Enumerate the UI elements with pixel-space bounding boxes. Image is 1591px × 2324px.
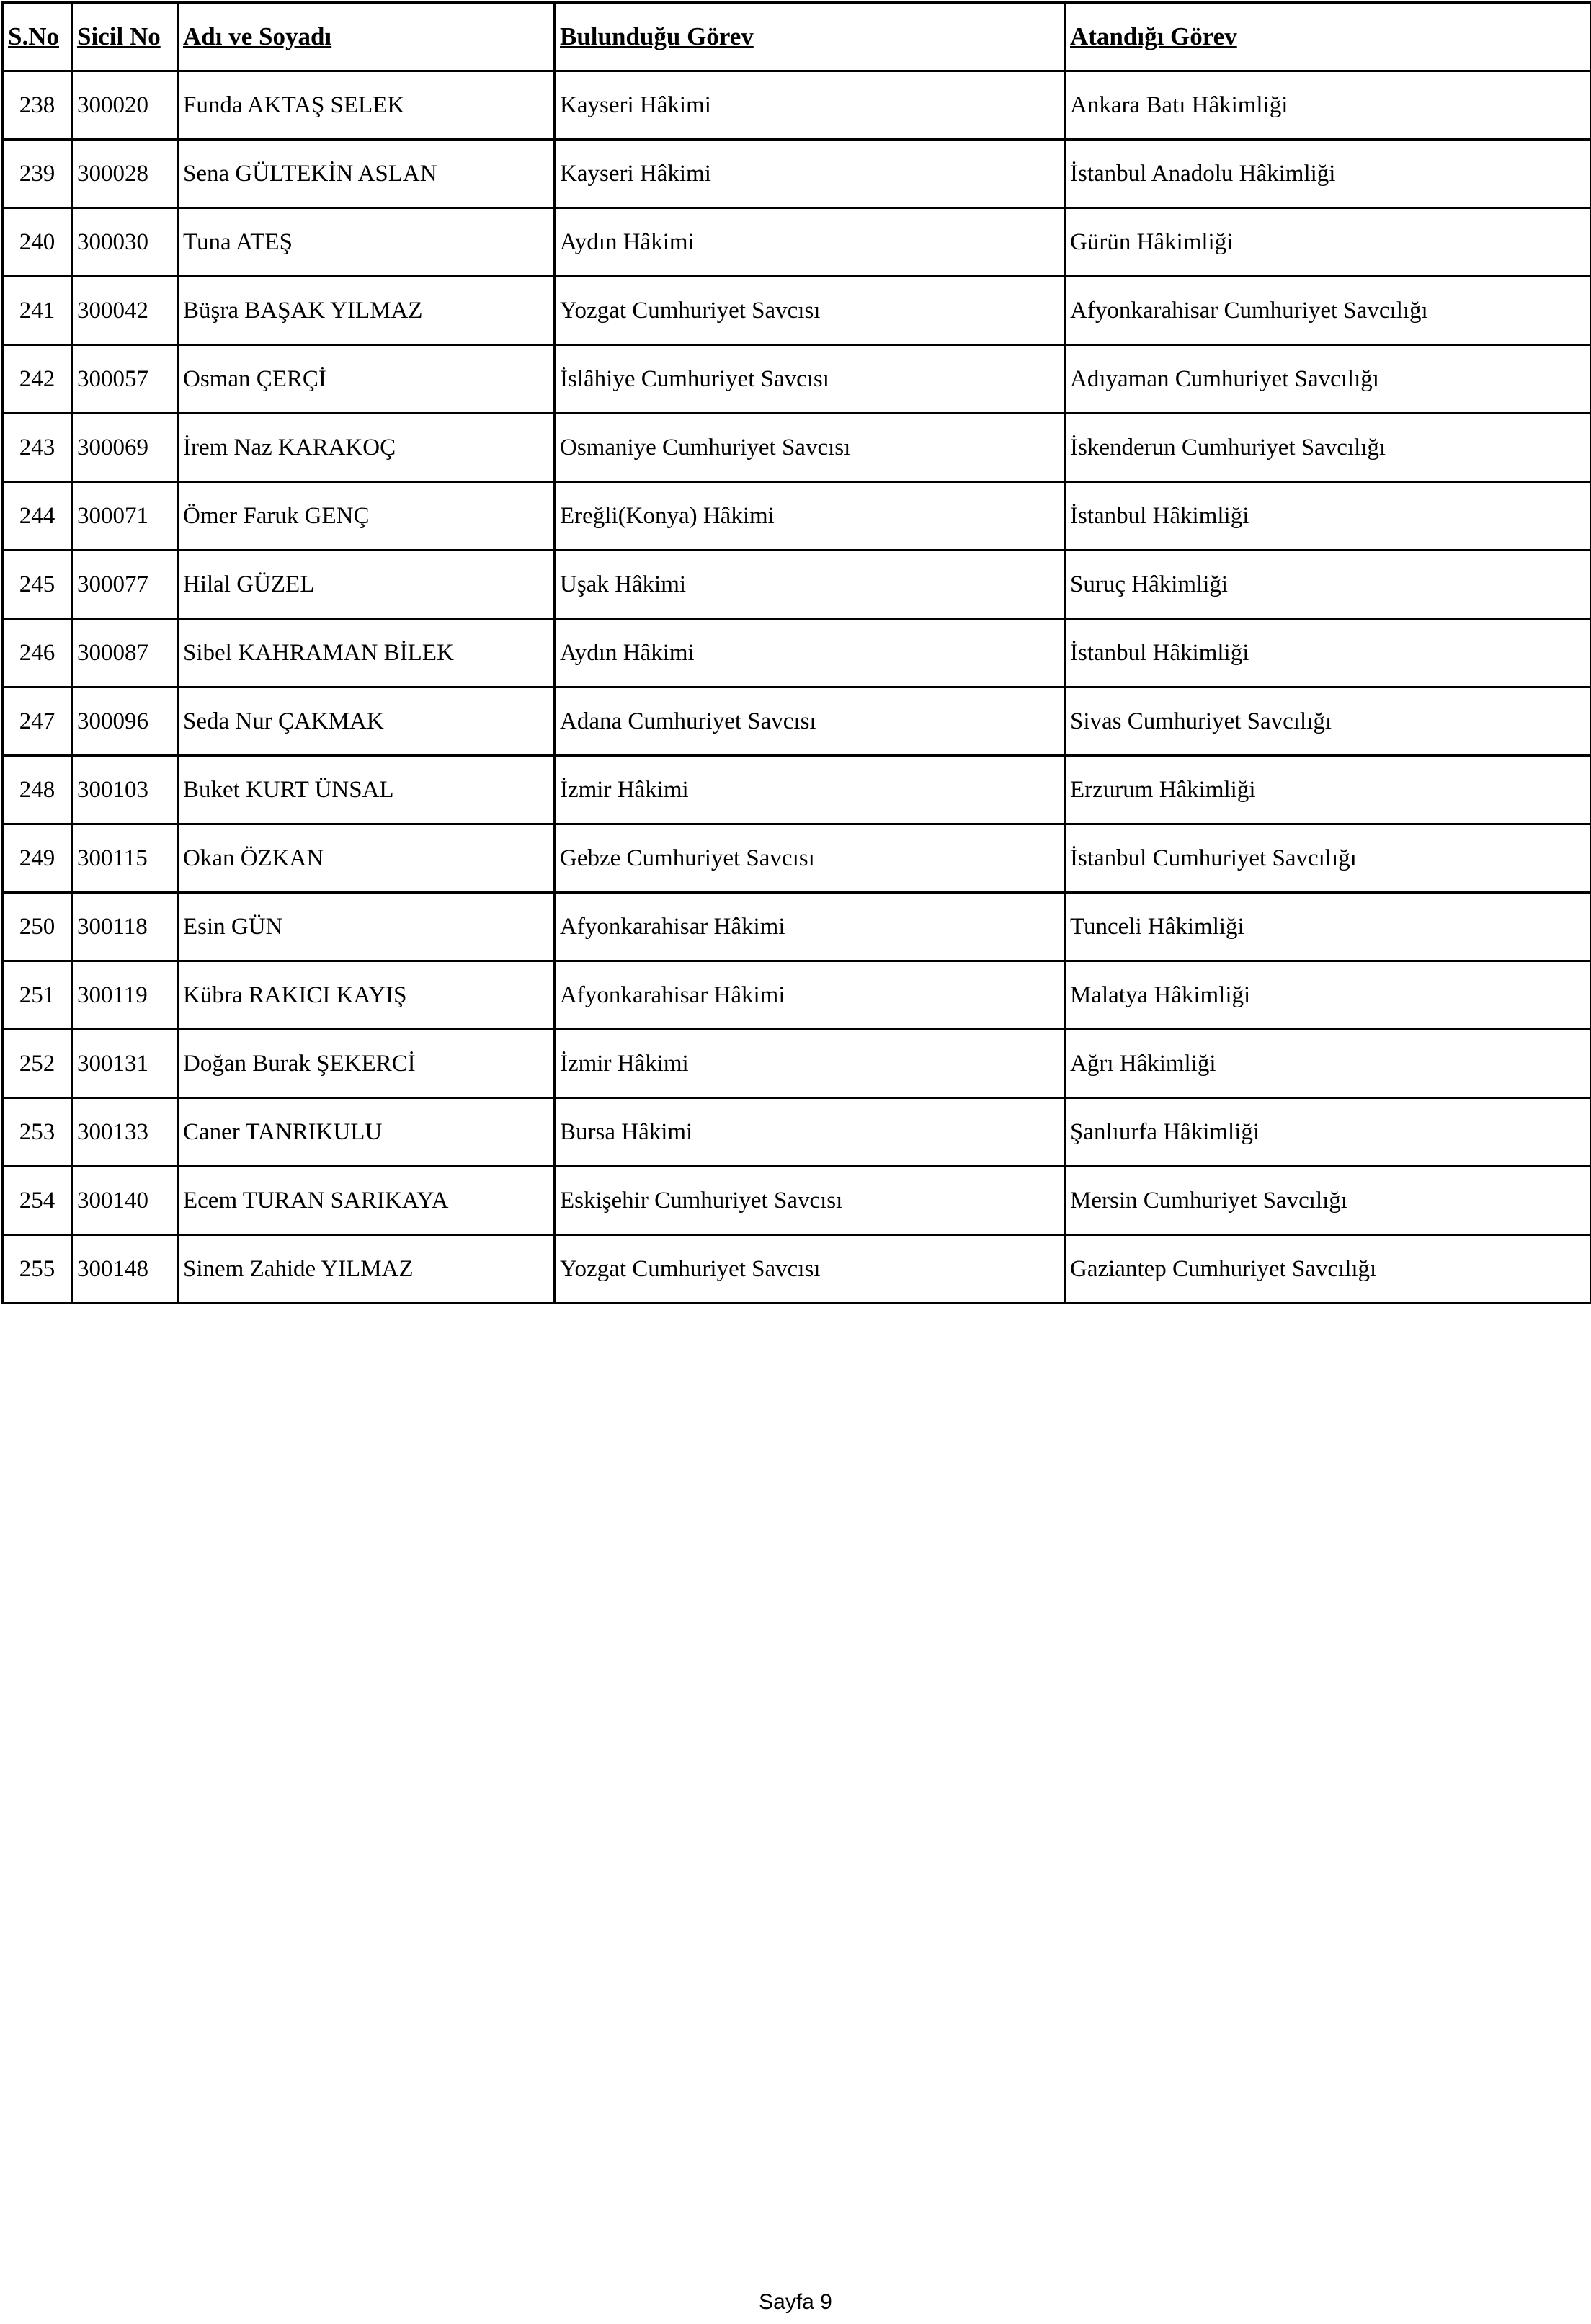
cell-current-duty: Eskişehir Cumhuriyet Savcısı (555, 1167, 1065, 1235)
header-assigned-duty: Atandığı Görev (1065, 3, 1591, 71)
header-name: Adı ve Soyadı (178, 3, 555, 71)
cell-current-duty: Aydın Hâkimi (555, 208, 1065, 277)
cell-current-duty: Osmaniye Cumhuriyet Savcısı (555, 414, 1065, 482)
cell-name: Osman ÇERÇİ (178, 345, 555, 414)
cell-assigned-duty: İstanbul Hâkimliği (1065, 482, 1591, 551)
cell-sicil-no: 300119 (72, 961, 178, 1030)
cell-name: Tuna ATEŞ (178, 208, 555, 277)
cell-sno: 252 (3, 1030, 72, 1098)
cell-name: Hilal GÜZEL (178, 551, 555, 619)
cell-assigned-duty: Gaziantep Cumhuriyet Savcılığı (1065, 1235, 1591, 1304)
table-row (3, 893, 1591, 961)
cell-name: Sibel KAHRAMAN BİLEK (178, 619, 555, 687)
table-row (3, 961, 1591, 1030)
cell-assigned-duty: Malatya Hâkimliği (1065, 961, 1591, 1030)
cell-sno: 244 (3, 482, 72, 551)
appointment-table (1, 1, 1591, 1304)
cell-sno: 254 (3, 1167, 72, 1235)
cell-assigned-duty: Tunceli Hâkimliği (1065, 893, 1591, 961)
cell-assigned-duty: Erzurum Hâkimliği (1065, 756, 1591, 824)
cell-sicil-no: 300069 (72, 414, 178, 482)
table-row (3, 1167, 1591, 1235)
cell-sicil-no: 300020 (72, 71, 178, 140)
cell-assigned-duty: Mersin Cumhuriyet Savcılığı (1065, 1167, 1591, 1235)
cell-current-duty: Uşak Hâkimi (555, 551, 1065, 619)
page-number: Sayfa 9 (759, 2290, 832, 2314)
cell-current-duty: Kayseri Hâkimi (555, 140, 1065, 208)
cell-sicil-no: 300030 (72, 208, 178, 277)
table-row (3, 551, 1591, 619)
cell-name: Kübra RAKICI KAYIŞ (178, 961, 555, 1030)
table-row (3, 345, 1591, 414)
table-row (3, 414, 1591, 482)
table-row (3, 208, 1591, 277)
cell-name: Buket KURT ÜNSAL (178, 756, 555, 824)
cell-name: Doğan Burak ŞEKERCİ (178, 1030, 555, 1098)
cell-sno: 247 (3, 687, 72, 756)
table-row (3, 1030, 1591, 1098)
cell-assigned-duty: Adıyaman Cumhuriyet Savcılığı (1065, 345, 1591, 414)
table-row (3, 1098, 1591, 1167)
cell-sno: 251 (3, 961, 72, 1030)
cell-sno: 238 (3, 71, 72, 140)
cell-sicil-no: 300028 (72, 140, 178, 208)
cell-current-duty: İzmir Hâkimi (555, 756, 1065, 824)
cell-name: Funda AKTAŞ SELEK (178, 71, 555, 140)
table-row (3, 619, 1591, 687)
cell-current-duty: Kayseri Hâkimi (555, 71, 1065, 140)
cell-assigned-duty: Şanlıurfa Hâkimliği (1065, 1098, 1591, 1167)
cell-assigned-duty: Suruç Hâkimliği (1065, 551, 1591, 619)
cell-name: Okan ÖZKAN (178, 824, 555, 893)
cell-name: Sena GÜLTEKİN ASLAN (178, 140, 555, 208)
cell-assigned-duty: Ağrı Hâkimliği (1065, 1030, 1591, 1098)
cell-assigned-duty: İstanbul Cumhuriyet Savcılığı (1065, 824, 1591, 893)
cell-sicil-no: 300131 (72, 1030, 178, 1098)
cell-sno: 250 (3, 893, 72, 961)
cell-sno: 242 (3, 345, 72, 414)
cell-sicil-no: 300077 (72, 551, 178, 619)
cell-sno: 241 (3, 277, 72, 345)
table-row (3, 482, 1591, 551)
cell-assigned-duty: Afyonkarahisar Cumhuriyet Savcılığı (1065, 277, 1591, 345)
cell-name: Seda Nur ÇAKMAK (178, 687, 555, 756)
table-row (3, 756, 1591, 824)
cell-name: Büşra BAŞAK YILMAZ (178, 277, 555, 345)
cell-sicil-no: 300071 (72, 482, 178, 551)
cell-sicil-no: 300087 (72, 619, 178, 687)
cell-sicil-no: 300140 (72, 1167, 178, 1235)
cell-current-duty: Yozgat Cumhuriyet Savcısı (555, 1235, 1065, 1304)
table-body (3, 71, 1591, 1304)
cell-current-duty: Adana Cumhuriyet Savcısı (555, 687, 1065, 756)
table-row (3, 1235, 1591, 1304)
cell-sno: 249 (3, 824, 72, 893)
cell-sicil-no: 300118 (72, 893, 178, 961)
cell-name: Caner TANRIKULU (178, 1098, 555, 1167)
cell-assigned-duty: Gürün Hâkimliği (1065, 208, 1591, 277)
cell-sicil-no: 300057 (72, 345, 178, 414)
cell-current-duty: Ereğli(Konya) Hâkimi (555, 482, 1065, 551)
cell-sno: 248 (3, 756, 72, 824)
header-current-duty: Bulunduğu Görev (555, 3, 1065, 71)
cell-name: Esin GÜN (178, 893, 555, 961)
cell-sicil-no: 300042 (72, 277, 178, 345)
cell-current-duty: İzmir Hâkimi (555, 1030, 1065, 1098)
cell-sicil-no: 300133 (72, 1098, 178, 1167)
cell-current-duty: Yozgat Cumhuriyet Savcısı (555, 277, 1065, 345)
cell-assigned-duty: Ankara Batı Hâkimliği (1065, 71, 1591, 140)
cell-assigned-duty: İstanbul Anadolu Hâkimliği (1065, 140, 1591, 208)
cell-name: Sinem Zahide YILMAZ (178, 1235, 555, 1304)
cell-name: Ömer Faruk GENÇ (178, 482, 555, 551)
cell-name: Ecem TURAN SARIKAYA (178, 1167, 555, 1235)
cell-current-duty: Gebze Cumhuriyet Savcısı (555, 824, 1065, 893)
cell-sno: 255 (3, 1235, 72, 1304)
cell-name: İrem Naz KARAKOÇ (178, 414, 555, 482)
cell-sno: 253 (3, 1098, 72, 1167)
cell-current-duty: Bursa Hâkimi (555, 1098, 1065, 1167)
cell-sicil-no: 300096 (72, 687, 178, 756)
table-header-row (3, 3, 1591, 71)
header-sno: S.No (3, 3, 72, 71)
cell-sicil-no: 300103 (72, 756, 178, 824)
cell-sno: 243 (3, 414, 72, 482)
cell-current-duty: Afyonkarahisar Hâkimi (555, 893, 1065, 961)
table-row (3, 687, 1591, 756)
cell-assigned-duty: İskenderun Cumhuriyet Savcılığı (1065, 414, 1591, 482)
cell-sno: 240 (3, 208, 72, 277)
cell-sno: 239 (3, 140, 72, 208)
table-row (3, 824, 1591, 893)
cell-assigned-duty: Sivas Cumhuriyet Savcılığı (1065, 687, 1591, 756)
cell-current-duty: İslâhiye Cumhuriyet Savcısı (555, 345, 1065, 414)
cell-sno: 246 (3, 619, 72, 687)
table-row (3, 140, 1591, 208)
cell-sicil-no: 300148 (72, 1235, 178, 1304)
cell-sno: 245 (3, 551, 72, 619)
table-row (3, 277, 1591, 345)
cell-sicil-no: 300115 (72, 824, 178, 893)
cell-assigned-duty: İstanbul Hâkimliği (1065, 619, 1591, 687)
table-row (3, 71, 1591, 140)
cell-current-duty: Afyonkarahisar Hâkimi (555, 961, 1065, 1030)
cell-current-duty: Aydın Hâkimi (555, 619, 1065, 687)
header-sicil-no: Sicil No (72, 3, 178, 71)
